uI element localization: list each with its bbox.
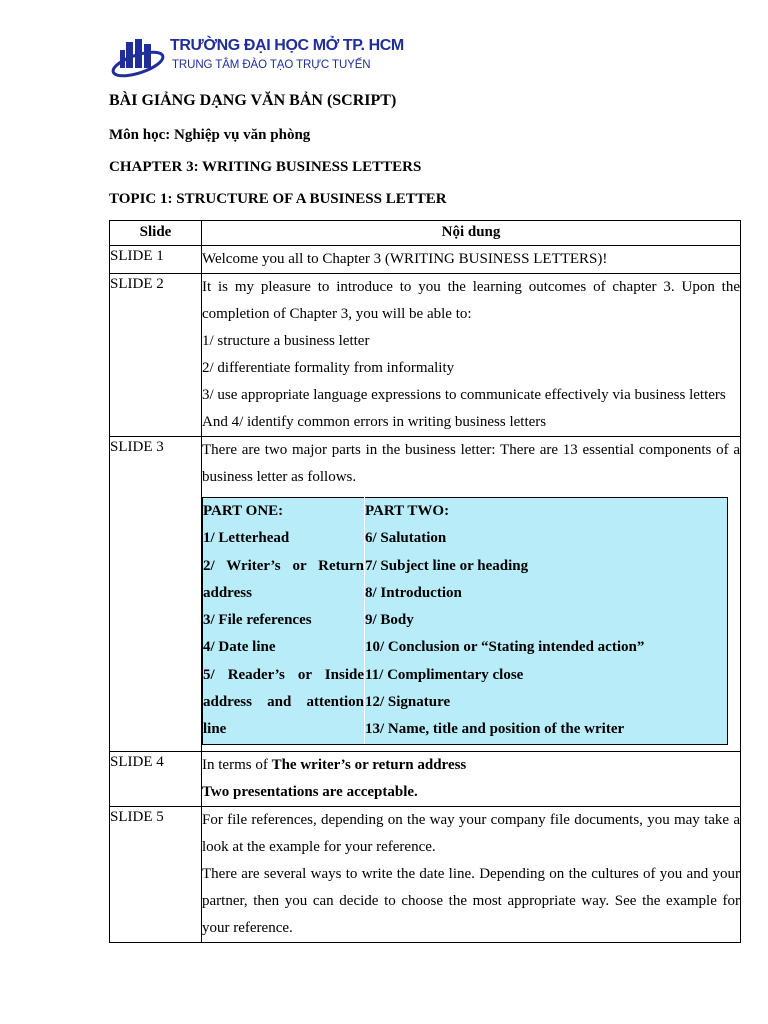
slide-content (202, 751, 741, 806)
table-row (110, 806, 741, 942)
content-line: 2/ differentiate formality from informality (202, 360, 455, 376)
slide-content (202, 806, 741, 942)
content-line (202, 752, 740, 779)
list-item: 9/ Body (365, 612, 414, 629)
list-item: 1/ Letterhead (203, 530, 290, 547)
content-prefix: In terms of (202, 756, 272, 773)
slide-label: SLIDE 3 (110, 437, 202, 752)
slide-label: SLIDE 1 (110, 246, 202, 274)
table-header-row (110, 221, 741, 246)
list-item: 3/ File references (203, 612, 312, 629)
list-item: 7/ Subject line or heading (365, 557, 529, 574)
chapter-heading: CHAPTER 3: WRITING BUSINESS LETTERS (109, 159, 422, 175)
column-header-slide: Slide (110, 221, 202, 246)
table-row (110, 751, 741, 806)
part-two-column (365, 498, 728, 745)
part-two-title: PART TWO: (365, 503, 450, 519)
column-header-content: Nội dung (202, 221, 741, 246)
topic-heading: TOPIC 1: STRUCTURE OF A BUSINESS LETTER (109, 191, 447, 207)
slide-label: SLIDE 5 (110, 806, 202, 942)
table-row (110, 437, 741, 752)
slide-label: SLIDE 2 (110, 274, 202, 437)
content-emphasis: The writer’s or return address (271, 756, 467, 773)
content-line: There are two major parts in the business letter: There are 13 essential components of a business letter as follows. (202, 442, 740, 485)
part-one-column (203, 498, 365, 745)
list-item: 13/ Name, title and position of the writer (365, 721, 625, 738)
list-item: 8/ Introduction (365, 584, 462, 601)
content-line: Welcome you all to Chapter 3 (WRITING BUSINESS LETTERS)! (202, 251, 608, 267)
content-line: For file references, depending on the way your company file documents, you may take a look at the example for your reference. (202, 811, 740, 855)
list-item: 4/ Date line (203, 639, 276, 656)
content-line: 1/ structure a business letter (202, 333, 370, 349)
content-line: 3/ use appropriate language expressions to communicate effectively via business letters (202, 387, 726, 403)
logo-center-name: TRUNG TÂM ĐÀO TẠO TRỰC TUYẾN (172, 59, 371, 71)
table-row (110, 274, 741, 437)
slide-content (202, 437, 741, 752)
table-row (110, 246, 741, 274)
university-logo (110, 34, 404, 84)
slide-label: SLIDE 4 (110, 751, 202, 806)
slide-content (202, 246, 741, 274)
logo-university-name: TRƯỜNG ĐẠI HỌC MỞ TP. HCM (170, 37, 404, 54)
content-line: It is my pleasure to introduce to you the learning outcomes of chapter 3. Upon the completion of Chapter 3, you will be able to: (202, 279, 740, 322)
list-item: 11/ Complimentary close (365, 666, 524, 683)
list-item: 6/ Salutation (365, 530, 447, 547)
content-line: There are several ways to write the date line. Depending on the cultures of you and your partner, then you can decide to choose the most appropriate way. See the example for your reference. (202, 865, 740, 936)
list-item: 2/ Writer’s or Return address (203, 557, 364, 601)
document-title: BÀI GIẢNG DẠNG VĂN BẢN (SCRIPT) (109, 92, 397, 109)
slide-content (202, 274, 741, 437)
list-item: 10/ Conclusion or “Stating intended action” (365, 639, 645, 656)
list-item: 12/ Signature (365, 694, 451, 711)
list-item: 5/ Reader’s or Inside address and attention line (203, 666, 364, 738)
part-one-title: PART ONE: (203, 503, 284, 519)
content-line: Two presentations are acceptable. (202, 783, 418, 800)
content-line: And 4/ identify common errors in writing business letters (202, 414, 547, 430)
letter-parts-box (202, 497, 728, 745)
subject-heading: Môn học: Nghiệp vụ văn phòng (109, 127, 311, 143)
script-table (109, 220, 741, 943)
logo-emblem-icon (110, 36, 168, 82)
